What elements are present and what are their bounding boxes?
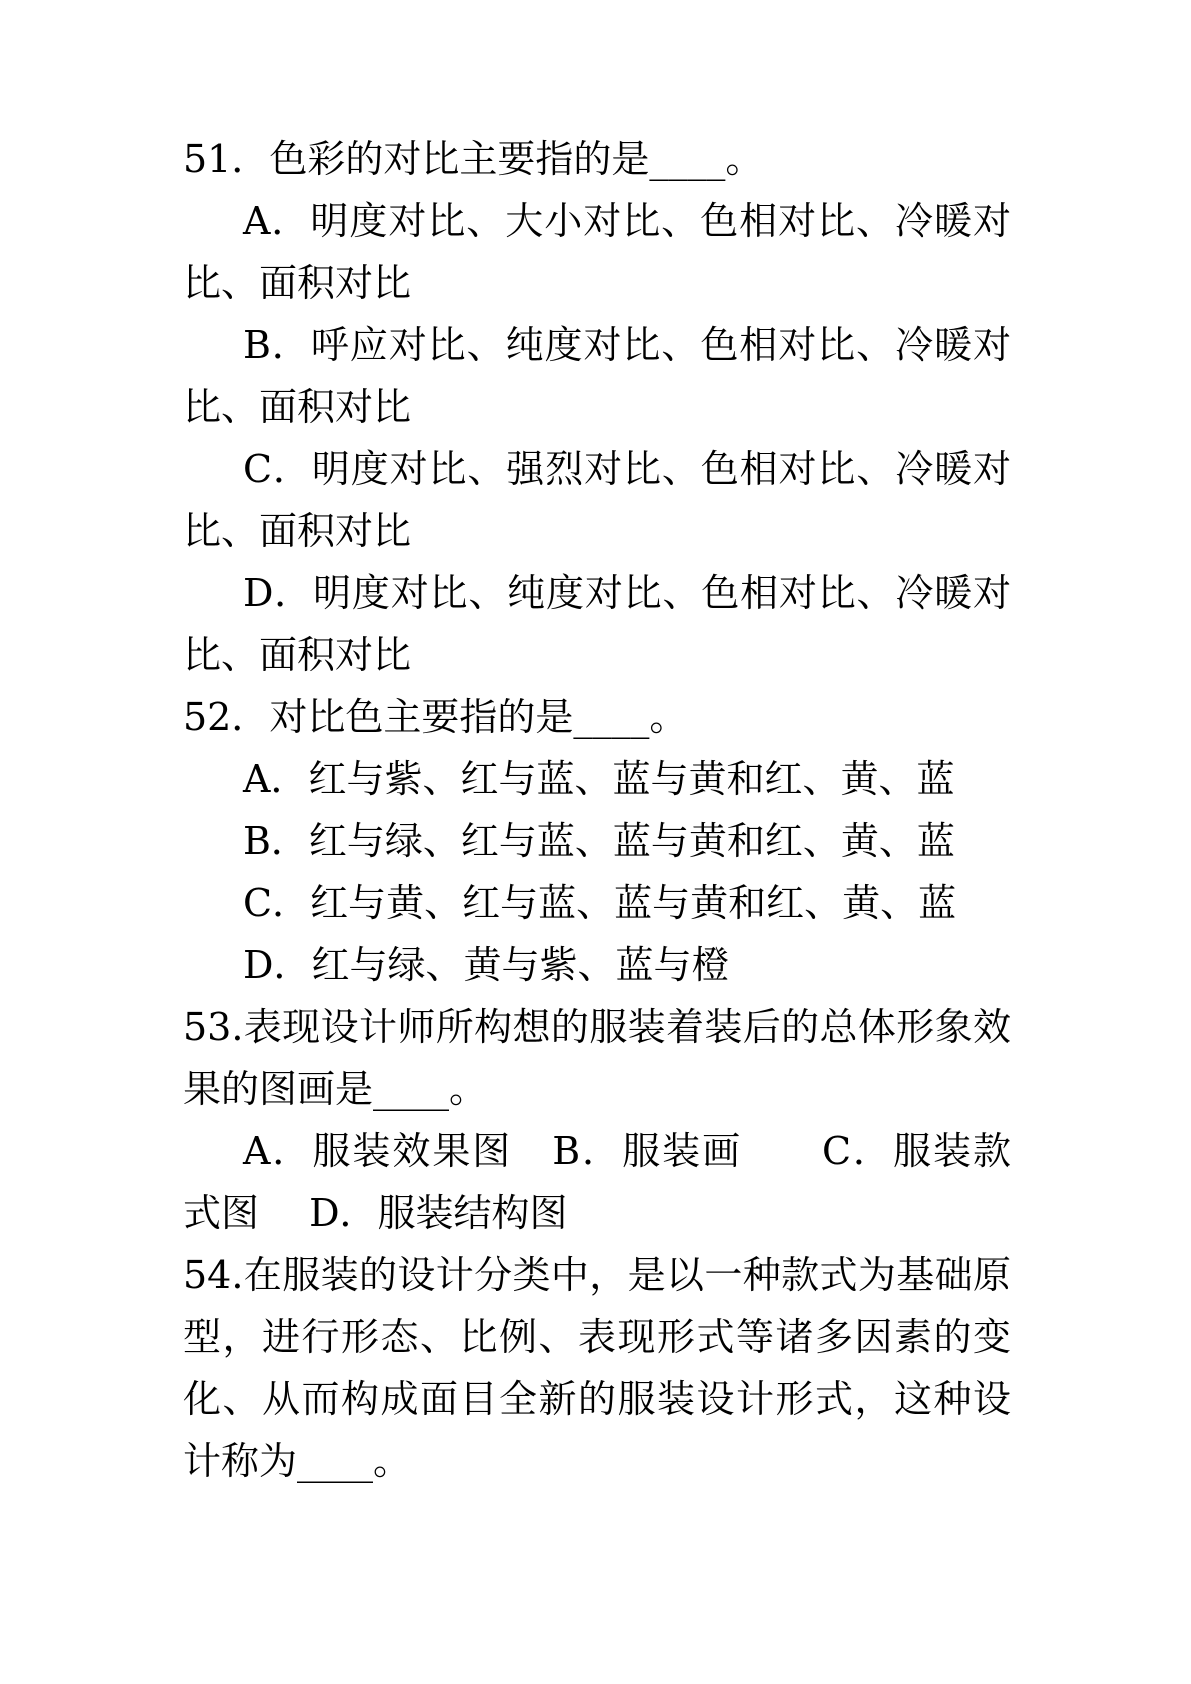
question-54-stem: 54.在服装的设计分类中，是以一种款式为基础原型，进行形态、比例、表现形式等诸多因素的变化、从而构成面目全新的服装设计形式，这种设计称为____。 xyxy=(183,1253,1011,1483)
question-52-option-c: C．红与黄、红与蓝、蓝与黄和红、黄、蓝 xyxy=(243,881,957,925)
question-51-option-a: A．明度对比、大小对比、色相对比、冷暖对比、面积对比 xyxy=(183,199,1011,305)
question-53-options: A．服装效果图 B．服装画 C．服装款式图 D．服装结构图 xyxy=(183,1129,1011,1235)
question-51-option-b: B．呼应对比、纯度对比、色相对比、冷暖对比、面积对比 xyxy=(183,323,1011,429)
question-52-option-a: A．红与紫、红与蓝、蓝与黄和红、黄、蓝 xyxy=(243,757,955,801)
question-51-option-d: D．明度对比、纯度对比、色相对比、冷暖对比、面积对比 xyxy=(183,571,1011,677)
question-52-stem: 52．对比色主要指的是____。 xyxy=(183,695,688,739)
question-53-stem: 53.表现设计师所构想的服装着装后的总体形象效果的图画是____。 xyxy=(183,1005,1011,1111)
question-51-option-c: C．明度对比、强烈对比、色相对比、冷暖对比、面积对比 xyxy=(183,447,1011,553)
question-52-option-b: B．红与绿、红与蓝、蓝与黄和红、黄、蓝 xyxy=(243,819,955,863)
question-51-stem: 51．色彩的对比主要指的是____。 xyxy=(183,137,764,181)
question-52-option-d: D．红与绿、黄与紫、蓝与橙 xyxy=(243,943,730,987)
